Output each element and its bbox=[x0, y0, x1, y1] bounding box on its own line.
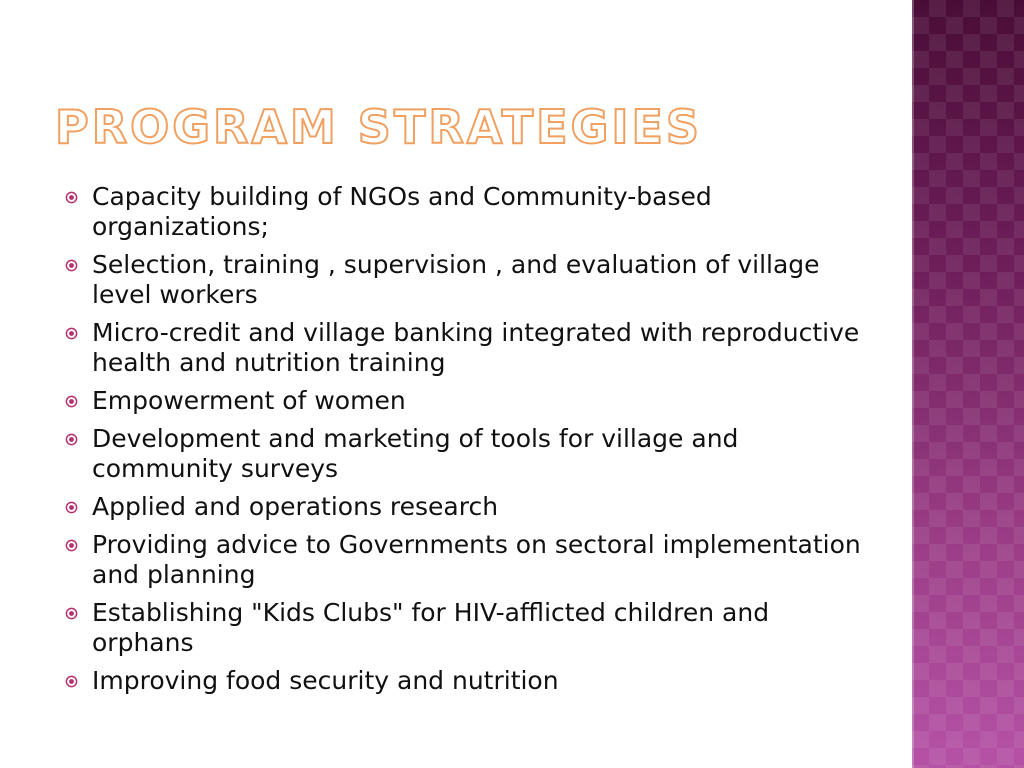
list-item bbox=[62, 318, 872, 378]
list-item bbox=[62, 492, 872, 522]
list-item bbox=[62, 386, 872, 416]
bullet-text: Development and marketing of tools for village and community surveys bbox=[92, 424, 739, 483]
bullet-icon bbox=[65, 327, 78, 340]
bullet-icon bbox=[65, 675, 78, 688]
diamond-pattern bbox=[912, 0, 1024, 768]
list-item bbox=[62, 250, 872, 310]
list-item bbox=[62, 666, 872, 696]
side-panel-edge bbox=[912, 0, 914, 768]
bullet-text: Applied and operations research bbox=[92, 492, 499, 521]
bullet-text: Improving food security and nutrition bbox=[92, 666, 559, 695]
list-item bbox=[62, 424, 872, 484]
bullet-icon bbox=[65, 607, 78, 620]
bullet-icon bbox=[65, 395, 78, 408]
bullet-icon bbox=[65, 259, 78, 272]
list-item bbox=[62, 530, 872, 590]
list-item bbox=[62, 598, 872, 658]
list-item bbox=[62, 182, 872, 242]
bullet-icon bbox=[65, 539, 78, 552]
bullet-icon bbox=[65, 433, 78, 446]
bullet-text: Capacity building of NGOs and Community-based organizations; bbox=[92, 182, 712, 241]
bullet-icon bbox=[65, 501, 78, 514]
bullet-list bbox=[62, 182, 872, 704]
bullet-icon bbox=[65, 191, 78, 204]
bullet-text: Providing advice to Governments on sectoral implementation and planning bbox=[92, 530, 861, 589]
slide-title: PROGRAM STRATEGIES bbox=[55, 100, 702, 154]
bullet-text: Establishing "Kids Clubs" for HIV-afflicted children and orphans bbox=[92, 598, 770, 657]
bullet-text: Empowerment of women bbox=[92, 386, 406, 415]
bullet-text: Micro-credit and village banking integrated with reproductive health and nutrition training bbox=[92, 318, 860, 377]
decorative-side-panel bbox=[912, 0, 1024, 768]
bullet-text: Selection, training , supervision , and evaluation of village level workers bbox=[92, 250, 820, 309]
